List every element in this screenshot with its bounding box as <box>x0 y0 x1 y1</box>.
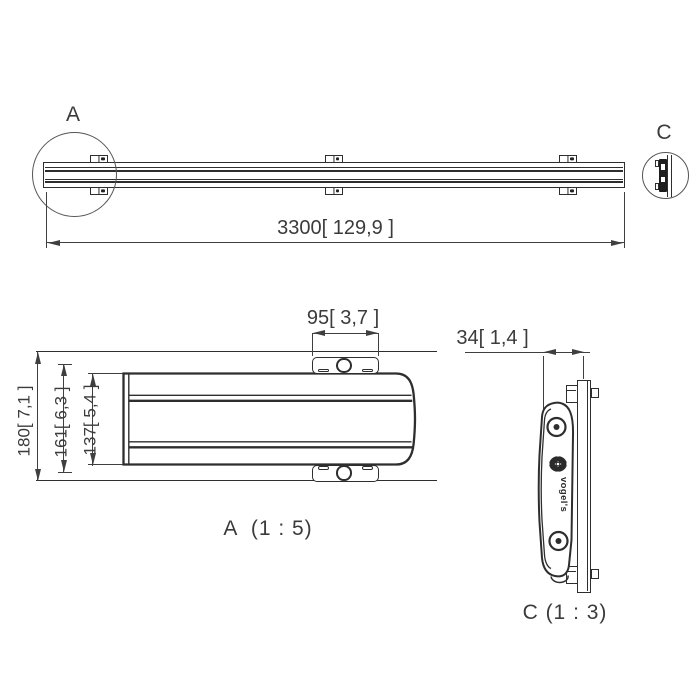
screw-hole-center <box>554 424 560 430</box>
detail-marker-c: C <box>656 121 672 144</box>
view-label-c: C (1 : 3) <box>522 601 608 624</box>
dim-label-161: 161[ 6,3 ] <box>51 386 71 458</box>
view-label-a: A (1 : 5) <box>223 517 313 540</box>
wall-strip-inner-line <box>587 381 588 591</box>
cover-plate <box>534 400 578 586</box>
detail-view-c <box>430 300 700 640</box>
screw-hole-center <box>556 538 562 544</box>
arrowhead <box>544 349 556 355</box>
dim-ext-line <box>583 356 584 380</box>
bolt-tip <box>591 388 599 399</box>
dim-label-180: 180[ 7,1 ] <box>14 385 34 457</box>
arrowhead <box>572 349 584 355</box>
dim-label-95: 95[ 3,7 ] <box>306 306 380 329</box>
dim-label-length: 3300[ 129,9 ] <box>277 217 394 239</box>
dim-label-34: 34[ 1,4 ] <box>456 327 529 349</box>
bolt-tip <box>591 569 599 580</box>
dim-label-137: 137[ 5,4 ] <box>80 384 100 455</box>
wall-strip <box>577 380 591 593</box>
vogels-logo-text: vogel's <box>558 477 569 513</box>
bolt-washer-line <box>567 390 577 391</box>
detail-marker-a: A <box>65 103 80 126</box>
